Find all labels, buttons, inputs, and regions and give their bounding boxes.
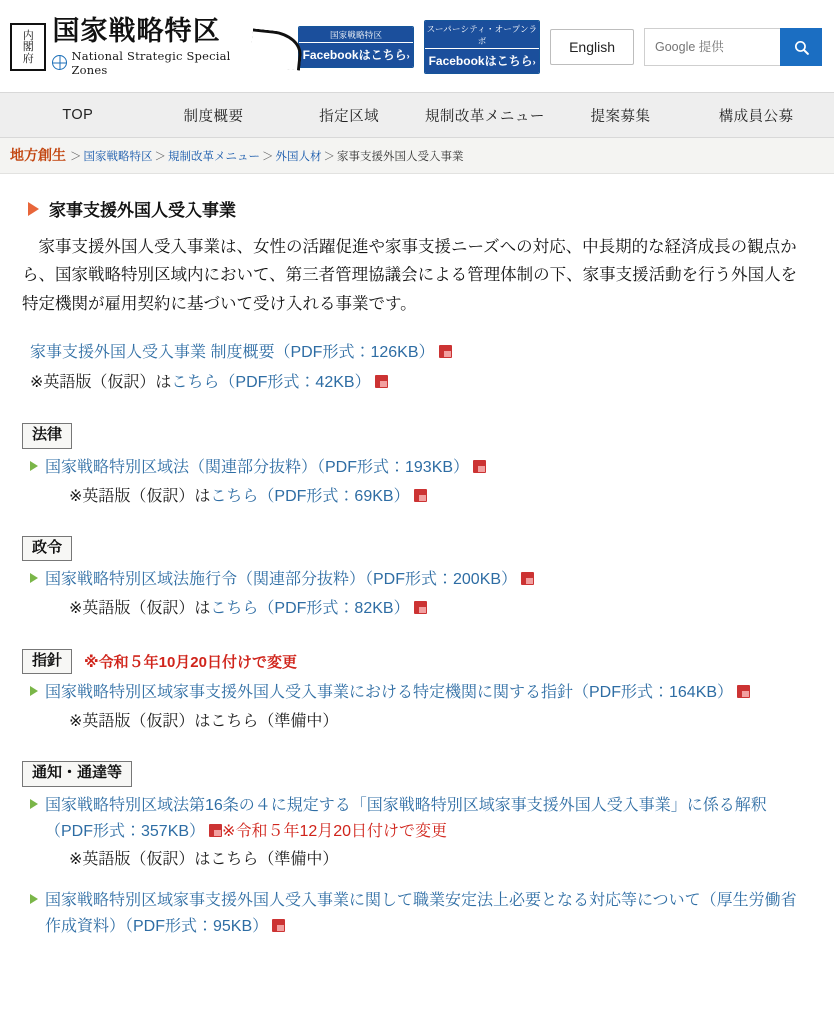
cabinet-order-english-row	[69, 595, 810, 622]
breadcrumb	[0, 138, 834, 174]
cabinet-office-seal-icon	[10, 23, 46, 71]
logo-subtitle: National Strategic Special Zones	[71, 48, 231, 77]
list-item	[30, 888, 810, 940]
search-input[interactable]	[644, 28, 780, 66]
breadcrumb-separator: ＞	[154, 151, 166, 163]
pdf-icon	[414, 489, 427, 502]
cabinet-order-english-pdf-link[interactable]: こちら（PDF形式：82KB）	[210, 600, 410, 618]
logo-subtitle-row	[52, 49, 249, 77]
nav-item-deregulation-menu[interactable]: 規制改革メニュー	[424, 108, 545, 125]
breadcrumb-separator: ＞	[262, 151, 274, 163]
breadcrumb-link-2[interactable]: 規制改革メニュー	[168, 151, 260, 163]
section-notices-header	[22, 761, 810, 787]
section-notices	[22, 761, 810, 939]
nav-item-member-recruitment[interactable]: 構成員公募	[718, 108, 794, 125]
chevron-right-icon: ›	[532, 57, 536, 67]
seal-char-3: 府	[22, 51, 34, 65]
cabinet-order-english-prefix: ※英語版（仮訳）は	[69, 600, 211, 618]
nav-item-proposal-call[interactable]: 提案募集	[590, 108, 651, 125]
site-header	[0, 0, 834, 92]
chevron-right-icon: ›	[406, 51, 410, 61]
nav-item-designated-areas[interactable]: 指定区域	[319, 108, 380, 125]
guideline-pdf-link[interactable]: 国家戦略特別区域家事支援外国人受入事業における特定機関に関する指針（PDF形式：164KB）	[45, 684, 734, 701]
arrow-bullet-icon	[30, 799, 38, 809]
overview-english-link-row	[30, 368, 810, 398]
nav-item-top[interactable]: TOP	[62, 107, 94, 123]
pdf-icon	[439, 345, 452, 358]
search-box	[644, 28, 822, 66]
arrow-bullet-icon	[30, 573, 38, 583]
law-english-prefix: ※英語版（仮訳）は	[69, 487, 211, 505]
breadcrumb-lead[interactable]: 地方創生	[10, 147, 66, 163]
arrow-bullet-icon	[30, 686, 38, 696]
facebook-button-tokku-label	[299, 42, 413, 67]
list-item	[30, 455, 810, 510]
notice-mhlw-pdf-link[interactable]: 国家戦略特別区域家事支援外国人受入事業に関して職業安定法上必要となる対応等について（厚生労働省作成資料）（PDF形式：95KB）	[45, 891, 797, 935]
list-item	[30, 680, 810, 735]
page-lead-paragraph: 家事支援外国人受入事業は、女性の活躍促進や家事支援ニーズへの対応、中長期的な経済成長の観点から、国家戦略特別区域内において、第三者管理協議会による管理体制の下、家事支援活動を行う外国人を特定機関が雇用契約に基づいて受け入れる事業です。	[22, 238, 798, 313]
page-title	[28, 196, 810, 221]
pdf-icon	[375, 375, 388, 388]
pdf-icon	[737, 685, 750, 698]
law-english-row	[69, 483, 810, 510]
section-guideline	[22, 649, 810, 736]
list-item	[30, 567, 810, 622]
nav-item-system-overview[interactable]: 制度概要	[183, 108, 244, 125]
list-item	[30, 793, 810, 874]
facebook-button-supercity[interactable]	[424, 20, 540, 74]
section-notices-badge: 通知・通達等	[22, 761, 132, 787]
main-navigation	[0, 92, 834, 138]
overview-english-prefix: ※英語版（仮訳）は	[30, 373, 172, 391]
facebook-button-supercity-text: Facebookはこちら	[428, 54, 533, 68]
guideline-english-row: ※英語版（仮訳）はこちら（準備中）	[69, 712, 339, 730]
pdf-icon	[521, 572, 534, 585]
breadcrumb-current: 家事支援外国人受入事業	[337, 151, 464, 163]
search-button[interactable]	[780, 28, 822, 66]
list-item-body	[45, 567, 810, 622]
section-cabinet-order-badge: 政令	[22, 536, 72, 562]
facebook-button-tokku-title: 国家戦略特区	[299, 27, 413, 42]
breadcrumb-link-1[interactable]: 国家戦略特区	[83, 151, 153, 163]
facebook-button-tokku[interactable]	[298, 26, 414, 68]
section-law-badge: 法律	[22, 423, 72, 449]
main-content	[0, 174, 834, 949]
triangle-bullet-icon	[28, 202, 39, 216]
pdf-icon	[473, 460, 486, 473]
seal-char-2: 閣	[22, 40, 34, 54]
pdf-icon	[209, 824, 222, 837]
section-law-header	[22, 423, 810, 449]
cabinet-order-pdf-link[interactable]: 国家戦略特別区域法施行令（関連部分抜粋）（PDF形式：200KB）	[45, 571, 518, 589]
seal-char-1: 内	[22, 28, 34, 42]
facebook-button-tokku-text: Facebookはこちら	[302, 48, 407, 62]
header-actions	[298, 20, 822, 74]
logo-title: 国家戦略特区	[52, 16, 221, 48]
pdf-icon	[414, 601, 427, 614]
notice-interpretation-pdf-link[interactable]: 国家戦略特別区域法第16条の４に規定する「国家戦略特別区域家事支援外国人受入事業」に係る解釈（PDF形式：357KB）	[45, 796, 767, 840]
section-cabinet-order-header	[22, 536, 810, 562]
overview-pdf-link[interactable]: 家事支援外国人受入事業 制度概要（PDF形式：126KB）	[30, 344, 435, 362]
law-pdf-link[interactable]: 国家戦略特別区域法（関連部分抜粋）（PDF形式：193KB）	[45, 458, 470, 476]
notice-interpretation-update-note: ※令和５年12月20日付けで変更	[222, 822, 448, 840]
logo-text	[52, 17, 249, 77]
arrow-bullet-icon	[30, 894, 38, 904]
facebook-button-supercity-label	[425, 48, 539, 73]
breadcrumb-separator: ＞	[323, 151, 335, 163]
list-item-body	[45, 793, 810, 874]
pdf-icon	[272, 919, 285, 932]
breadcrumb-separator: ＞	[70, 151, 82, 163]
list-item-body	[45, 888, 810, 940]
notice-interpretation-english-row: ※英語版（仮訳）はこちら（準備中）	[69, 851, 339, 869]
logo-swoosh-icon	[251, 25, 298, 69]
overview-english-pdf-link[interactable]: こちら（PDF形式：42KB）	[171, 373, 371, 391]
english-language-button[interactable]: English	[550, 29, 634, 65]
section-guideline-header	[22, 649, 810, 675]
search-icon	[793, 39, 810, 56]
section-guideline-update-note: ※令和５年10月20日付けで変更	[84, 653, 297, 671]
section-cabinet-order	[22, 536, 810, 623]
list-item-body	[45, 455, 810, 510]
arrow-bullet-icon	[30, 461, 38, 471]
breadcrumb-link-3[interactable]: 外国人材	[275, 151, 322, 163]
site-logo[interactable]	[10, 17, 298, 77]
overview-link-row	[30, 338, 810, 368]
law-english-pdf-link[interactable]: こちら（PDF形式：69KB）	[210, 487, 410, 505]
section-law	[22, 423, 810, 510]
section-guideline-badge: 指針	[22, 649, 72, 675]
facebook-button-supercity-title: スーパーシティ・オープンラボ	[425, 21, 539, 48]
list-item-body	[45, 680, 810, 735]
page-title-text: 家事支援外国人受入事業	[49, 201, 236, 220]
globe-icon	[52, 55, 67, 70]
